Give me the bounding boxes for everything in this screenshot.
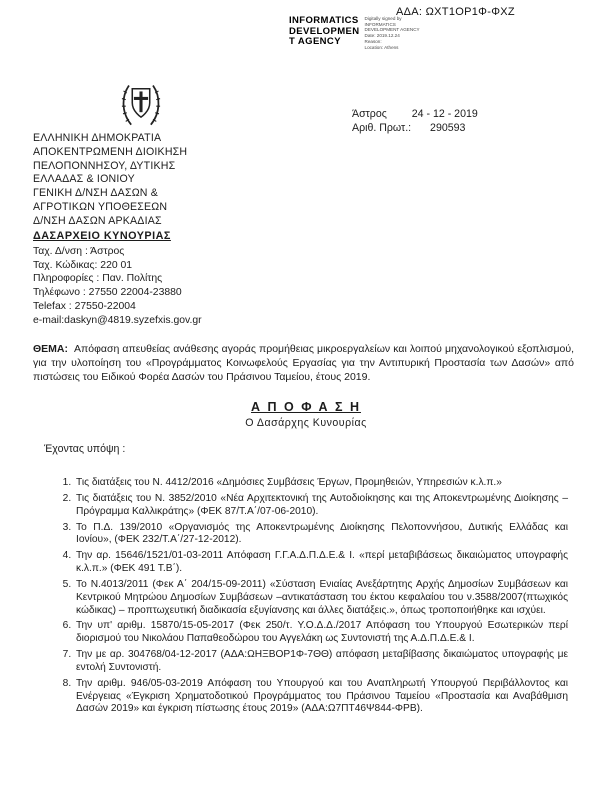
consideration-item: 3. Το Π.Δ. 139/2010 «Οργανισμός της Αποκεντρωμένης Διοίκησης Πελοποννήσου, Δυτικής Ελλάδας και Ιονίου», (ΦΕΚ 232/Τ.Α΄/27-12-2012). — [74, 522, 568, 548]
postal-code: Ταχ. Κώδικας: 220 01 — [33, 259, 133, 271]
consideration-item: 2. Τις διατάξεις του Ν. 3852/2010 «Νέα Αρχιτεκτονική της Αυτοδιοίκησης και της Αποκεντρωμένης Διοίκησης – Πρόγραμμα Καλλικράτης» (ΦΕΚ 87/Τ.Α΄/07-06-2010). — [74, 493, 568, 519]
agency-line: ΑΓΡΟΤΙΚΩΝ ΥΠΟΘΕΣΕΩΝ — [33, 200, 168, 213]
subject-text: Απόφαση απευθείας ανάθεσης αγοράς προμήθειας μικροεργαλείων και λοιπού μηχανολογικού εξοπλισμού, για την υλοποίηση του «Προγράμματος Κοινωφελούς Εργασίας για την Αντιπυρική Προστασία των Δασών» από πιστώσεις του Ειδικού Φορέα Δασών του Πράσινου Ταμείου, έτους 2019. — [33, 343, 574, 384]
postal-address: Ταχ. Δ/νση : Άστρος — [33, 246, 125, 257]
document-header — [0, 0, 612, 327]
agency-line: ΠΕΛΟΠΟΝΝΗΣΟΥ, ΔΥΤΙΚΗΣ — [33, 159, 176, 172]
protocol-label: Αριθ. Πρωτ.: — [352, 122, 412, 134]
consideration-item: 8. Την αριθμ. 946/05-03-2019 Απόφαση του Υπουργού και του Αναπληρωτή Υπουργού Περιβάλλοντος και Ενέργειας «Έγκριση Χρηματοδοτικού Προγράμματος του Πράσινου Ταμείου «Προστασία και Αναβάθμιση Δασών 2019» και έγκριση πίστωσης έτους 2019» (ΑΔΑ:Ω7ΠΤ46Ψ844-ΦΡΒ). — [74, 678, 568, 717]
issue-place: Άστρος — [352, 108, 387, 120]
issuing-authority-block — [33, 80, 248, 327]
considerations-list — [58, 477, 568, 716]
consideration-item: 4. Την αρ. 15646/1521/01-03-2011 Απόφαση Γ.Γ.Α.Δ.Π.Δ.Ε.& Ι. «περί μεταβιβάσεως δικαιώματος υπογραφής κ.λ.π.» (ΦΕΚ 491 Τ.Β΄). — [74, 550, 568, 576]
office-title: ΔΑΣΑΡΧΕΙΟ ΚΥΝΟΥΡΙΑΣ — [33, 230, 171, 243]
agency-line: ΑΠΟΚΕΝΤΡΩΜΕΝΗ ΔΙΟΙΚΗΣΗ — [33, 145, 188, 158]
subject-paragraph — [33, 343, 574, 385]
email-address: e-mail:daskyn@4819.syzefxis.gov.gr — [33, 314, 202, 326]
stamp-signature-details: Digitally signed by INFORMATICS DEVELOPMENT AGENCY Date: 2019.12.24 Reason: Location: Athens — [364, 16, 420, 50]
ada-value: ΩΧΤ1ΟΡ1Φ-ΦΧΖ — [425, 6, 515, 18]
phone-number: Τηλέφωνο : 27550 22004-23880 — [33, 287, 182, 299]
agency-line: ΕΛΛΗΝΙΚΗ ΔΗΜΟΚΡΑΤΙΑ — [33, 132, 162, 144]
decision-subtitle: Ο Δασάρχης Κυνουρίας — [245, 416, 367, 429]
having-regard-intro: Έχοντας υπόψη : — [44, 442, 126, 455]
agency-line: ΕΛΛΑΔΑΣ & ΙΟΝΙΟΥ — [33, 173, 135, 186]
contact-person: Πληροφορίες : Παν. Πολίτης — [33, 273, 163, 285]
issue-date: 24 - 12 - 2019 — [411, 108, 478, 120]
date-protocol-block — [352, 108, 478, 136]
consideration-item: 7. Την με αρ. 304768/04-12-2017 (ΑΔΑ:ΩΗΞΒΟΡ1Φ-7ΘΘ) απόφαση μεταβίβασης δικαιώματος υπογραφής με εντολή Συντονιστή. — [74, 649, 568, 675]
ada-label: ΑΔΑ: — [396, 6, 423, 18]
fax-number: Telefax : 27550-22004 — [33, 300, 136, 312]
agency-line: ΓΕΝΙΚΗ Δ/ΝΣΗ ΔΑΣΩΝ & — [33, 187, 159, 200]
subject-label: ΘΕΜΑ: — [33, 343, 68, 356]
consideration-item: 5. Το Ν.4013/2011 (Φεκ Α΄ 204/15-09-2011) «Σύσταση Ενιαίας Ανεξάρτητης Αρχής Δημοσίων Συμβάσεων και Κεντρικού Μητρώου Δημοσίων Συμβάσεων –αντικατάσταση του έκτου κεφαλαίου του ν.3588/2007(πτωχικός κώδικας) – προπτωχευτική διαδικασία εξυγίανσης και άλλες διατάξεις.», όπως τροποποιήθηκε και ισχύει. — [74, 579, 568, 618]
decision-title: Α Π Ο Φ Α Σ Η — [251, 399, 361, 414]
greek-coat-of-arms-icon — [118, 80, 164, 128]
protocol-number: 290593 — [430, 122, 466, 134]
stamp-agency-name: INFORMATICS DEVELOPMEN T AGENCY — [289, 15, 360, 48]
agency-line: Δ/ΝΣΗ ΔΑΣΩΝ ΑΡΚΑΔΙΑΣ — [33, 214, 162, 227]
consideration-item: 1. Τις διατάξεις του Ν. 4412/2016 «Δημόσιες Συμβάσεις Έργων, Προμηθειών, Υπηρεσιών κ.λ.π.» — [74, 477, 568, 490]
consideration-item: 6. Την υπ' αριθμ. 15870/15-05-2017 (Φεκ 250/τ. Υ.Ο.Δ.Δ./2017 Απόφαση του Υπουργού Εσωτερικών περί διορισμού του Νικολάου Παπαθεοδώρου του Αγγελάκη ως Συντονιστή της Α.Δ.Π.Δ.Ε.& Ι. — [74, 620, 568, 646]
